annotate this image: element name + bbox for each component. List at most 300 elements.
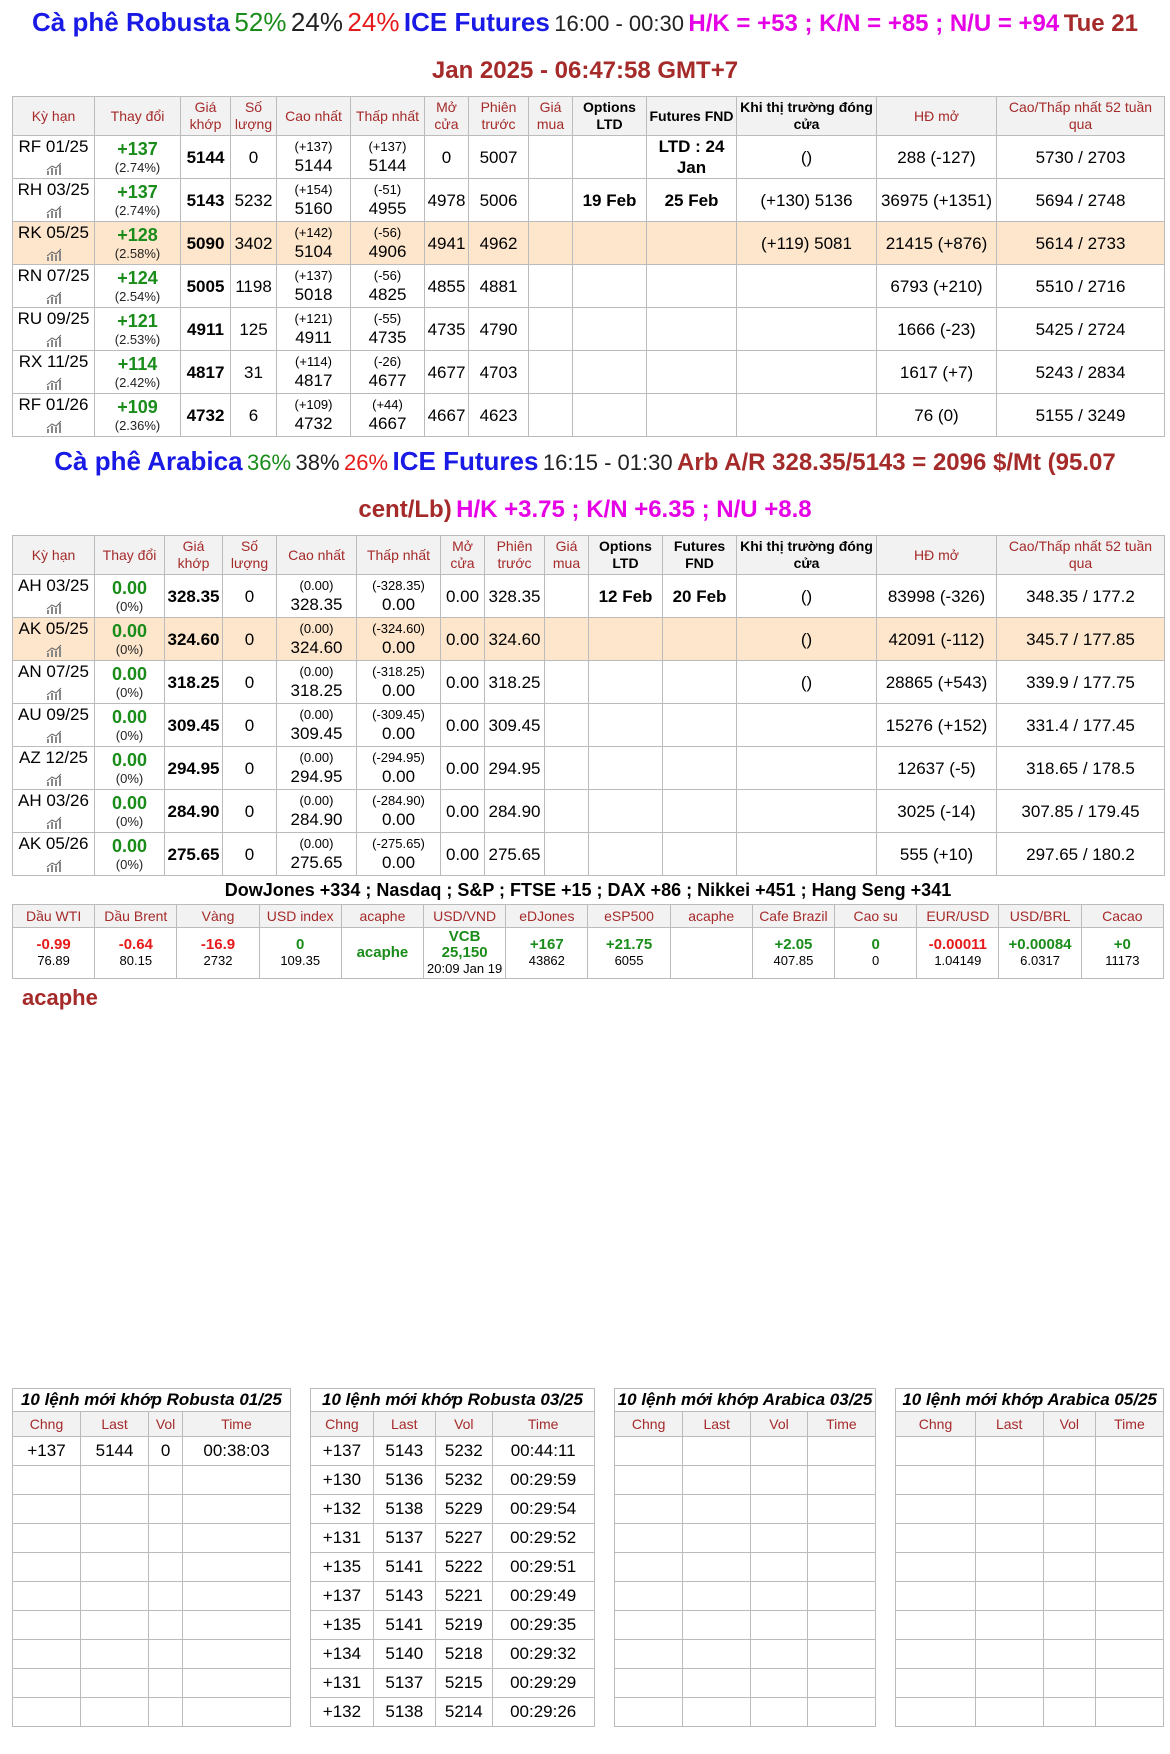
high-value: 5104 <box>294 241 333 261</box>
futures-row[interactable] <box>13 618 1165 661</box>
last-price: 275.65 <box>165 833 223 876</box>
trade-chng: +137 <box>311 1582 373 1611</box>
market-name: Dầu Brent <box>95 905 177 928</box>
prev-price: 5007 <box>469 136 529 179</box>
volume: 0 <box>223 790 277 833</box>
term-cell[interactable] <box>13 575 95 618</box>
trade-last <box>81 1698 149 1727</box>
trades-col-chng: Chng <box>13 1412 81 1437</box>
market-cell[interactable] <box>506 928 588 979</box>
market-change: +0.00084 <box>1008 936 1072 953</box>
trade-vol: 5227 <box>435 1524 492 1553</box>
market-name: Cafe Brazil <box>752 905 834 928</box>
trades-col-vol: Vol <box>1043 1412 1095 1437</box>
arabica-spreads: H/K +3.75 ; K/N +6.35 ; N/U +8.8 <box>456 496 812 523</box>
brand-logo-text[interactable]: acaphe <box>22 985 98 1010</box>
trade-chng: +131 <box>311 1524 373 1553</box>
close-price <box>737 704 877 747</box>
volume: 0 <box>223 661 277 704</box>
trade-time: 00:38:03 <box>183 1437 291 1466</box>
last-price: 318.25 <box>165 661 223 704</box>
change-percent: (2.58%) <box>114 246 161 261</box>
high-value: 309.45 <box>290 723 343 743</box>
arabica-hours: 16:15 - 01:30 <box>542 450 673 475</box>
futures-fnd: LTD : 24 Jan <box>647 136 737 179</box>
open-price: 0.00 <box>441 833 485 876</box>
low-value: 4955 <box>368 198 407 218</box>
robusta-datetime-a: Tue 21 <box>1063 10 1138 37</box>
low-value: 0.00 <box>381 680 416 700</box>
col-close: Khi thị trường đóng cửa <box>737 536 877 575</box>
col-term: Kỳ hạn <box>13 97 95 136</box>
col-52w: Cao/Thấp nhất 52 tuần qua <box>997 97 1165 136</box>
trade-last: 5144 <box>81 1437 149 1466</box>
high-cell <box>277 575 357 618</box>
market-cell[interactable] <box>177 928 259 979</box>
term-cell[interactable] <box>13 704 95 747</box>
high-change: (0.00) <box>299 706 334 722</box>
volume: 0 <box>223 704 277 747</box>
close-price: () <box>737 618 877 661</box>
trade-time: 00:44:11 <box>492 1437 594 1466</box>
change-value: +114 <box>117 354 158 374</box>
low-value: 4735 <box>368 327 407 347</box>
change-cell <box>95 136 181 179</box>
bid-price <box>545 618 589 661</box>
trade-empty <box>896 1640 975 1669</box>
change-percent: (0%) <box>115 814 144 829</box>
high-change: (+142) <box>294 224 333 240</box>
trade-empty <box>807 1495 875 1524</box>
low-value: 4906 <box>368 241 407 261</box>
low-change: (-284.90) <box>372 792 425 808</box>
volume: 6 <box>231 394 277 437</box>
col-options-ltd: Options LTD <box>589 536 663 575</box>
volume: 0 <box>231 136 277 179</box>
open-interest: 36975 (+1351) <box>877 179 997 222</box>
options-ltd: 19 Feb <box>573 179 647 222</box>
week52-range: 318.65 / 178.5 <box>997 747 1165 790</box>
low-change: (-318.25) <box>372 663 425 679</box>
col-volume: Số lượng <box>223 536 277 575</box>
trade-chng: +131 <box>311 1669 373 1698</box>
high-cell <box>277 833 357 876</box>
low-change: (-275.65) <box>372 835 425 851</box>
high-change: (+154) <box>294 181 333 197</box>
term-label: RU 09/25 <box>17 309 90 328</box>
change-percent: (2.42%) <box>114 375 161 390</box>
trade-vol: 5222 <box>435 1553 492 1582</box>
options-ltd <box>589 704 663 747</box>
market-name: Dầu WTI <box>13 905 95 928</box>
market-name: Cao su <box>835 905 917 928</box>
term-cell[interactable] <box>13 661 95 704</box>
market-name: eSP500 <box>588 905 670 928</box>
prev-price: 324.60 <box>485 618 545 661</box>
change-cell <box>95 179 181 222</box>
trade-last: 5137 <box>373 1669 435 1698</box>
options-ltd <box>573 136 647 179</box>
low-change: (-294.95) <box>372 749 425 765</box>
chart-icon[interactable] <box>46 644 62 658</box>
high-change: (+121) <box>294 310 333 326</box>
high-value: 318.25 <box>290 680 343 700</box>
trade-chng <box>13 1466 81 1495</box>
trade-empty <box>1095 1669 1163 1698</box>
market-value: 109.35 <box>280 953 321 968</box>
options-ltd <box>589 747 663 790</box>
low-value: 0.00 <box>381 594 416 614</box>
futures-row[interactable] <box>13 790 1165 833</box>
low-cell <box>357 661 441 704</box>
high-cell <box>277 308 351 351</box>
market-cell[interactable] <box>13 928 95 979</box>
trade-empty <box>896 1466 975 1495</box>
options-ltd <box>573 222 647 265</box>
futures-row[interactable] <box>13 661 1165 704</box>
futures-row[interactable] <box>13 575 1165 618</box>
chart-icon[interactable] <box>46 334 62 348</box>
term-cell[interactable] <box>13 833 95 876</box>
low-change: (-324.60) <box>372 620 425 636</box>
market-change: -16.9 <box>200 936 236 953</box>
robusta-pct-2: 24% <box>290 7 343 37</box>
last-price: 324.60 <box>165 618 223 661</box>
trade-time <box>183 1553 291 1582</box>
trades-col-time: Time <box>1095 1412 1163 1437</box>
term-label: RH 03/25 <box>17 180 90 199</box>
low-cell <box>351 394 425 437</box>
market-cell[interactable] <box>835 928 917 979</box>
open-price: 4978 <box>425 179 469 222</box>
market-change: VCB 25,150 <box>441 928 488 961</box>
trade-row <box>13 1640 1164 1669</box>
change-percent: (2.54%) <box>114 289 161 304</box>
term-cell[interactable] <box>13 222 95 265</box>
change-cell <box>95 575 165 618</box>
volume: 0 <box>223 833 277 876</box>
close-price: () <box>737 575 877 618</box>
trade-empty <box>683 1611 751 1640</box>
col-last: Giá khớp <box>165 536 223 575</box>
term-cell[interactable] <box>13 351 95 394</box>
trade-time <box>183 1524 291 1553</box>
arabica-header-row <box>13 536 1165 575</box>
change-value: +128 <box>117 225 158 245</box>
futures-row[interactable] <box>13 747 1165 790</box>
col-prev: Phiên trước <box>485 536 545 575</box>
term-cell[interactable] <box>13 136 95 179</box>
trade-last <box>81 1669 149 1698</box>
change-value: 0.00 <box>111 793 148 813</box>
term-cell[interactable] <box>13 618 95 661</box>
futures-fnd <box>647 308 737 351</box>
market-name: acaphe <box>670 905 752 928</box>
bid-price <box>529 179 573 222</box>
close-price <box>737 747 877 790</box>
chart-icon[interactable] <box>46 291 62 305</box>
options-ltd <box>573 394 647 437</box>
term-label: AK 05/25 <box>18 619 89 638</box>
term-cell[interactable] <box>13 308 95 351</box>
trade-last: 5141 <box>373 1611 435 1640</box>
week52-range: 5730 / 2703 <box>997 136 1165 179</box>
prev-price: 4623 <box>469 394 529 437</box>
market-cell[interactable] <box>917 928 999 979</box>
trade-chng: +137 <box>311 1437 373 1466</box>
market-cell[interactable] <box>341 928 423 979</box>
trade-empty <box>975 1611 1043 1640</box>
chart-icon[interactable] <box>46 687 62 701</box>
market-value: 11173 <box>1105 953 1140 968</box>
trade-empty <box>615 1495 683 1524</box>
market-name: Vàng <box>177 905 259 928</box>
change-value: 0.00 <box>111 836 148 856</box>
trade-chng <box>13 1698 81 1727</box>
term-label: AH 03/25 <box>18 576 89 595</box>
trades-col-chng: Chng <box>311 1412 373 1437</box>
futures-fnd <box>663 790 737 833</box>
trade-vol: 5221 <box>435 1582 492 1611</box>
trade-time: 00:29:52 <box>492 1524 594 1553</box>
prev-price: 284.90 <box>485 790 545 833</box>
volume: 0 <box>223 618 277 661</box>
high-value: 328.35 <box>290 594 343 614</box>
trade-empty <box>683 1582 751 1611</box>
trades-col-chng: Chng <box>896 1412 975 1437</box>
market-cell[interactable] <box>259 928 341 979</box>
trades-col-vol: Vol <box>149 1412 183 1437</box>
high-change: (+137) <box>294 138 333 154</box>
futures-row[interactable] <box>13 704 1165 747</box>
trade-vol <box>149 1669 183 1698</box>
term-cell[interactable] <box>13 747 95 790</box>
col-low: Thấp nhất <box>357 536 441 575</box>
market-cell[interactable] <box>670 928 752 979</box>
col-prev: Phiên trước <box>469 97 529 136</box>
trade-chng: +134 <box>311 1640 373 1669</box>
market-cell[interactable] <box>95 928 177 979</box>
bid-price <box>545 661 589 704</box>
term-label: RN 07/25 <box>17 266 90 285</box>
col-bid: Giá mua <box>545 536 589 575</box>
trade-vol <box>149 1495 183 1524</box>
chart-icon[interactable] <box>46 377 62 391</box>
col-volume: Số lượng <box>231 97 277 136</box>
last-price: 5090 <box>181 222 231 265</box>
futures-row[interactable] <box>13 308 1165 351</box>
open-price: 4677 <box>425 351 469 394</box>
last-price: 4817 <box>181 351 231 394</box>
market-cell[interactable] <box>424 928 506 979</box>
term-cell[interactable] <box>13 179 95 222</box>
market-change: -0.00011 <box>928 936 988 953</box>
trade-vol: 5229 <box>435 1495 492 1524</box>
trade-time <box>183 1669 291 1698</box>
trade-chng <box>13 1640 81 1669</box>
trade-empty <box>1043 1553 1095 1582</box>
open-interest: 83998 (-326) <box>877 575 997 618</box>
chart-icon[interactable] <box>46 248 62 262</box>
change-cell <box>95 747 165 790</box>
open-price: 4941 <box>425 222 469 265</box>
bid-price <box>545 704 589 747</box>
robusta-pct-1: 52% <box>234 7 287 37</box>
low-change: (+137) <box>368 138 407 154</box>
market-value: 407.85 <box>773 953 814 968</box>
trade-chng <box>13 1524 81 1553</box>
market-change: acaphe <box>356 944 409 961</box>
col-futures-fnd: Futures FND <box>647 97 737 136</box>
trade-time: 00:29:54 <box>492 1495 594 1524</box>
bid-price <box>529 136 573 179</box>
col-futures-fnd: Futures FND <box>663 536 737 575</box>
change-percent: (0%) <box>115 771 144 786</box>
trade-time <box>183 1640 291 1669</box>
trade-empty <box>751 1669 808 1698</box>
market-name: USD index <box>259 905 341 928</box>
market-cell[interactable] <box>588 928 670 979</box>
trade-chng <box>13 1495 81 1524</box>
trade-empty <box>1043 1698 1095 1727</box>
futures-row[interactable] <box>13 833 1165 876</box>
trade-empty <box>751 1698 808 1727</box>
recent-trades-table <box>12 1388 1164 1727</box>
high-change: (0.00) <box>299 620 334 636</box>
prev-price: 275.65 <box>485 833 545 876</box>
trade-time <box>183 1611 291 1640</box>
futures-row[interactable] <box>13 179 1165 222</box>
change-percent: (0%) <box>115 642 144 657</box>
open-interest: 76 (0) <box>877 394 997 437</box>
futures-row[interactable] <box>13 136 1165 179</box>
market-change: -0.99 <box>36 936 71 953</box>
trade-empty <box>975 1669 1043 1698</box>
change-value: 0.00 <box>111 578 148 598</box>
change-value: +109 <box>117 397 158 417</box>
term-cell[interactable] <box>13 265 95 308</box>
chart-icon[interactable] <box>46 162 62 176</box>
low-value: 0.00 <box>381 637 416 657</box>
trade-vol <box>149 1698 183 1727</box>
term-cell[interactable] <box>13 394 95 437</box>
trade-empty <box>683 1640 751 1669</box>
market-cell[interactable] <box>1081 928 1163 979</box>
chart-icon[interactable] <box>46 730 62 744</box>
chart-icon[interactable] <box>46 816 62 830</box>
high-cell <box>277 661 357 704</box>
high-cell <box>277 222 351 265</box>
trade-vol: 5232 <box>435 1437 492 1466</box>
change-percent: (2.36%) <box>114 418 161 433</box>
market-value: 6055 <box>614 953 644 968</box>
high-change: (0.00) <box>299 835 334 851</box>
trades-col-chng: Chng <box>615 1412 683 1437</box>
futures-row[interactable] <box>13 351 1165 394</box>
arabica-arb-a: Arb A/R 328.35/5143 = 2096 $/Mt (95.07 <box>677 449 1116 476</box>
trade-empty <box>615 1611 683 1640</box>
high-cell <box>277 618 357 661</box>
last-price: 284.90 <box>165 790 223 833</box>
term-label: AH 03/26 <box>18 791 89 810</box>
trade-vol <box>149 1466 183 1495</box>
futures-fnd <box>647 394 737 437</box>
term-label: AK 05/26 <box>18 834 89 853</box>
arabica-pct-2: 38% <box>295 450 340 475</box>
options-ltd <box>573 351 647 394</box>
trade-empty <box>1095 1611 1163 1640</box>
change-value: 0.00 <box>111 750 148 770</box>
bid-price <box>545 790 589 833</box>
high-cell <box>277 790 357 833</box>
trade-empty <box>1095 1466 1163 1495</box>
trade-empty <box>1095 1495 1163 1524</box>
low-cell <box>357 618 441 661</box>
last-price: 5143 <box>181 179 231 222</box>
trade-last <box>81 1495 149 1524</box>
chart-icon[interactable] <box>46 601 62 615</box>
futures-row[interactable] <box>13 394 1165 437</box>
trade-empty <box>975 1495 1043 1524</box>
trades-col-time: Time <box>492 1412 594 1437</box>
week52-range: 307.85 / 179.45 <box>997 790 1165 833</box>
low-change: (-56) <box>373 267 402 283</box>
futures-row[interactable] <box>13 222 1165 265</box>
low-value: 0.00 <box>381 809 416 829</box>
chart-icon[interactable] <box>46 205 62 219</box>
trade-row <box>13 1669 1164 1698</box>
open-interest: 6793 (+210) <box>877 265 997 308</box>
trades-col-vol: Vol <box>435 1412 492 1437</box>
futures-row[interactable] <box>13 265 1165 308</box>
trade-vol: 5219 <box>435 1611 492 1640</box>
week52-range: 5425 / 2724 <box>997 308 1165 351</box>
open-price: 0.00 <box>441 618 485 661</box>
trade-row <box>13 1466 1164 1495</box>
col-last: Giá khớp <box>181 97 231 136</box>
chart-icon[interactable] <box>46 420 62 434</box>
term-cell[interactable] <box>13 790 95 833</box>
trades-col-last: Last <box>975 1412 1043 1437</box>
options-ltd <box>589 833 663 876</box>
trade-chng: +137 <box>13 1437 81 1466</box>
market-name: EUR/USD <box>917 905 999 928</box>
high-cell <box>277 351 351 394</box>
term-label: AZ 12/25 <box>19 748 88 767</box>
trades-group-title: 10 lệnh mới khớp Arabica 05/25 <box>896 1389 1164 1412</box>
market-cell[interactable] <box>999 928 1081 979</box>
options-ltd: 12 Feb <box>589 575 663 618</box>
high-value: 5018 <box>294 284 333 304</box>
trade-empty <box>1095 1524 1163 1553</box>
bid-price <box>545 747 589 790</box>
chart-icon[interactable] <box>46 859 62 873</box>
volume: 125 <box>231 308 277 351</box>
chart-icon[interactable] <box>46 773 62 787</box>
trade-chng <box>13 1611 81 1640</box>
open-interest: 288 (-127) <box>877 136 997 179</box>
trade-empty <box>1043 1669 1095 1698</box>
trade-vol: 5215 <box>435 1669 492 1698</box>
market-cell[interactable] <box>752 928 834 979</box>
change-cell <box>95 790 165 833</box>
low-cell <box>357 575 441 618</box>
last-price: 328.35 <box>165 575 223 618</box>
low-cell <box>357 833 441 876</box>
trade-empty <box>975 1437 1043 1466</box>
trade-empty <box>1095 1582 1163 1611</box>
open-price: 0.00 <box>441 747 485 790</box>
